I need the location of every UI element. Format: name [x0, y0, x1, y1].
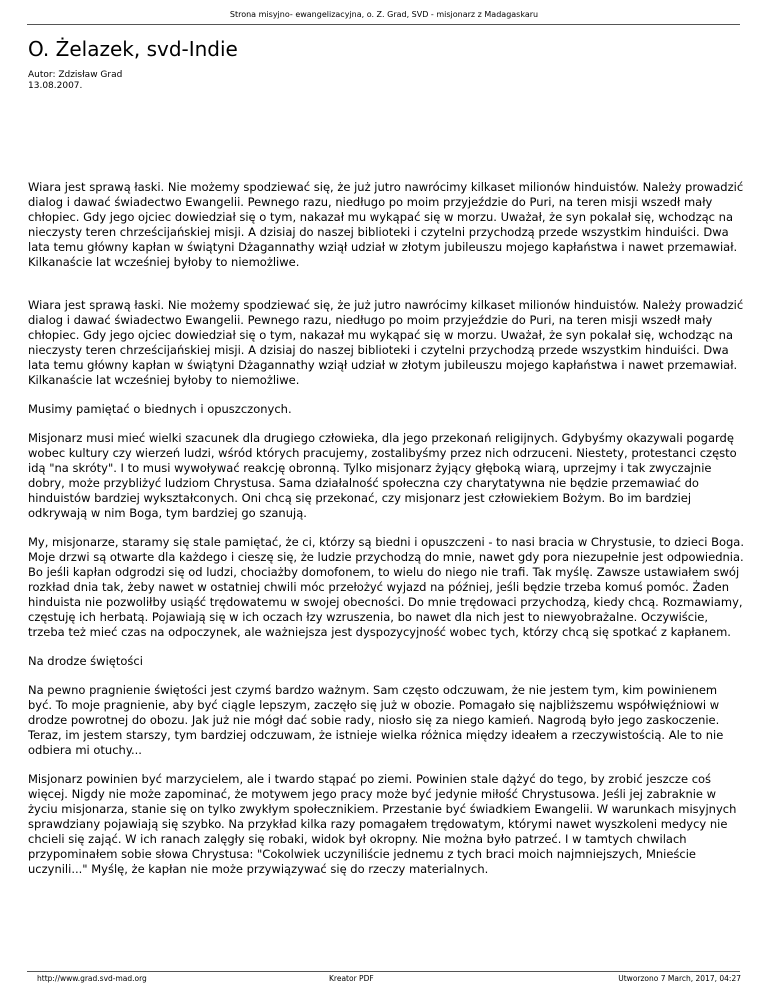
- article-body: [28, 180, 744, 891]
- paragraph: Misjonarz powinien być marzycielem, ale i twardo stąpać po ziemi. Powinien stale dążyć do tego, by zrobić jeszcze coś więcej. Nigdy nie może zapominać, że motywem jego pracy może być jedynie miłość Chrystusowa. Jeśli jej zabraknie w życiu misjonarza, stanie się on tylko zwykłym społecznikiem. Przestanie być świadkiem Ewangelii. W warunkach misyjnych sprawdziany pojawiają się szybko. Na przykład kilka razy pomagałem trędowatym, którymi nawet wyszkoleni medycy nie chcieli się zająć. W ich ranach zalęgły się robaki, widok był okropny. Nie można było patrzeć. I w tamtych chwilach przypominałem sobie słowa Chrystusa: "Cokolwiek uczyniliście jednemu z tych braci moich najmniejszych, Mnieście uczynili..." Myślę, że kapłan nie może przywiązywać się do rzeczy materialnych.: [28, 772, 737, 876]
- author-line: Autor: Zdzisław Grad: [28, 70, 123, 80]
- paragraph: Misjonarz musi mieć wielki szacunek dla drugiego człowieka, dla jego przekonań religijnych. Gdybyśmy okazywali pogardę wobec kultury czy wierzeń ludzi, wśród których pracujemy, zostalibyśmy przez nich odrzuceni. Niestety, protestanci często idą "na skróty". I to musi wywoływać reakcję obronną. Tylko misjonarz żyjący głęboką wiarą, uprzejmy i tak zwyczajnie dobry, może przybliżyć ludziom Chrystusa. Sama działalność społeczna czy charytatywna nie będzie przemawiać do hinduistów bardziej wykształconych. Oni chcą się przekonać, czy misjonarz jest człowiekiem Bożym. Bo im bardziej odkrywają w nim Boga, tym bardziej go szanują.: [28, 431, 737, 520]
- footer-divider: [27, 971, 740, 972]
- paragraph: My, misjonarze, staramy się stale pamiętać, że ci, którzy są biedni i opuszczeni - to nasi bracia w Chrystusie, to dzieci Boga. Moje drzwi są otwarte dla każdego i cieszę się, że ludzie przychodzą do mnie, nawet gdy pora niezupełnie jest odpowiednia. Bo jeśli kapłan odgrodzi się od ludzi, chociażby domofonem, to wielu do niego nie trafi. Tak myślę. Zawsze ustawiałem swój rozkład dnia tak, żeby nawet w ostatniej chwili móc przełożyć wyjazd na później, jeśli będzie trzeba komuś pomóc. Żaden hinduista nie pozwoliłby usiąść trędowatemu w swojej obecności. Do mnie trędowaci przychodzą, kiedy chcą. Rozmawiamy, częstuję ich herbatą. Pojawiają się w ich oczach łzy wzruszenia, bo nawet dla nich jest to niewyobrażalne. Oczywiście, trzeba też mieć czas na odpoczynek, ale ważniejsza jest dyspozycyjność wobec tych, którzy chcą się spotkać z kapłanem.: [28, 535, 744, 639]
- footer-url-link[interactable]: http://www.grad.svd-mad.org: [37, 974, 147, 983]
- footer-created-date: Utworzono 7 March, 2017, 04:27: [618, 974, 741, 983]
- article-meta: [28, 70, 122, 92]
- footer-generator: Kreator PDF: [329, 974, 374, 983]
- article-title: O. Żelazek, svd-Indie: [28, 37, 238, 61]
- section-heading: Na drodze świętości: [28, 654, 143, 668]
- section-heading: Musimy pamiętać o biednych i opuszczonych.: [28, 402, 292, 416]
- date-line: 13.08.2007.: [28, 81, 83, 91]
- paragraph: Wiara jest sprawą łaski. Nie możemy spodziewać się, że już jutro nawrócimy kilkaset milionów hinduistów. Należy prowadzić dialog i dawać świadectwo Ewangelii. Pewnego razu, niedługo po moim przyjeździe do Puri, na teren misji wszedł mały chłopiec. Gdy jego ojciec dowiedział się o tym, nakazał mu wykąpać się w morzu. Uważał, że syn pokalał się, wchodząc na nieczysty teren chrześcijańskiej misji. A dzisiaj do naszej biblioteki i czytelni przychodzą przede wszystkim hinduiści. Dwa lata temu główny kapłan w świątyni Dżagannathy wziął udział w złotym jubileuszu mojego kapłaństwa i nawet przemawiał. Kilkanaście lat wcześniej byłoby to niemożliwe.: [28, 298, 744, 387]
- paragraph: Wiara jest sprawą łaski. Nie możemy spodziewać się, że już jutro nawrócimy kilkaset milionów hinduistów. Należy prowadzić dialog i dawać świadectwo Ewangelii. Pewnego razu, niedługo po moim przyjeździe do Puri, na teren misji wszedł mały chłopiec. Gdy jego ojciec dowiedział się o tym, nakazał mu wykąpać się w morzu. Uważał, że syn pokalał się, wchodząc na nieczysty teren chrześcijańskiej misji. A dzisiaj do naszej biblioteki i czytelni przychodzą przede wszystkim hinduiści. Dwa lata temu główny kapłan w świątyni Dżagannathy wziął udział w złotym jubileuszu mojego kapłaństwa i nawet przemawiał. Kilkanaście lat wcześniej byłoby to niemożliwe.: [28, 180, 744, 269]
- header-divider: [27, 24, 740, 25]
- paragraph: Na pewno pragnienie świętości jest czymś bardzo ważnym. Sam często odczuwam, że nie jestem tym, kim powinienem być. To moje pragnienie, aby być ciągle lepszym, zaczęło się już w obozie. Pomagało się najbliższemu współwięźniowi w drodze powrotnej do obozu. Jak już nie mógł dać sobie rady, niosło się za niego kamień. Nagrodą było jego zaskoczenie. Teraz, im jestem starszy, tym bardziej odczuwam, że istnieje wielka różnica między ideałem a rzeczywistością. Ale to nie odbiera mi otuchy...: [28, 683, 724, 757]
- page-header: Strona misyjno- ewangelizacyjna, o. Z. Grad, SVD - misjonarz z Madagaskaru: [229, 10, 539, 19]
